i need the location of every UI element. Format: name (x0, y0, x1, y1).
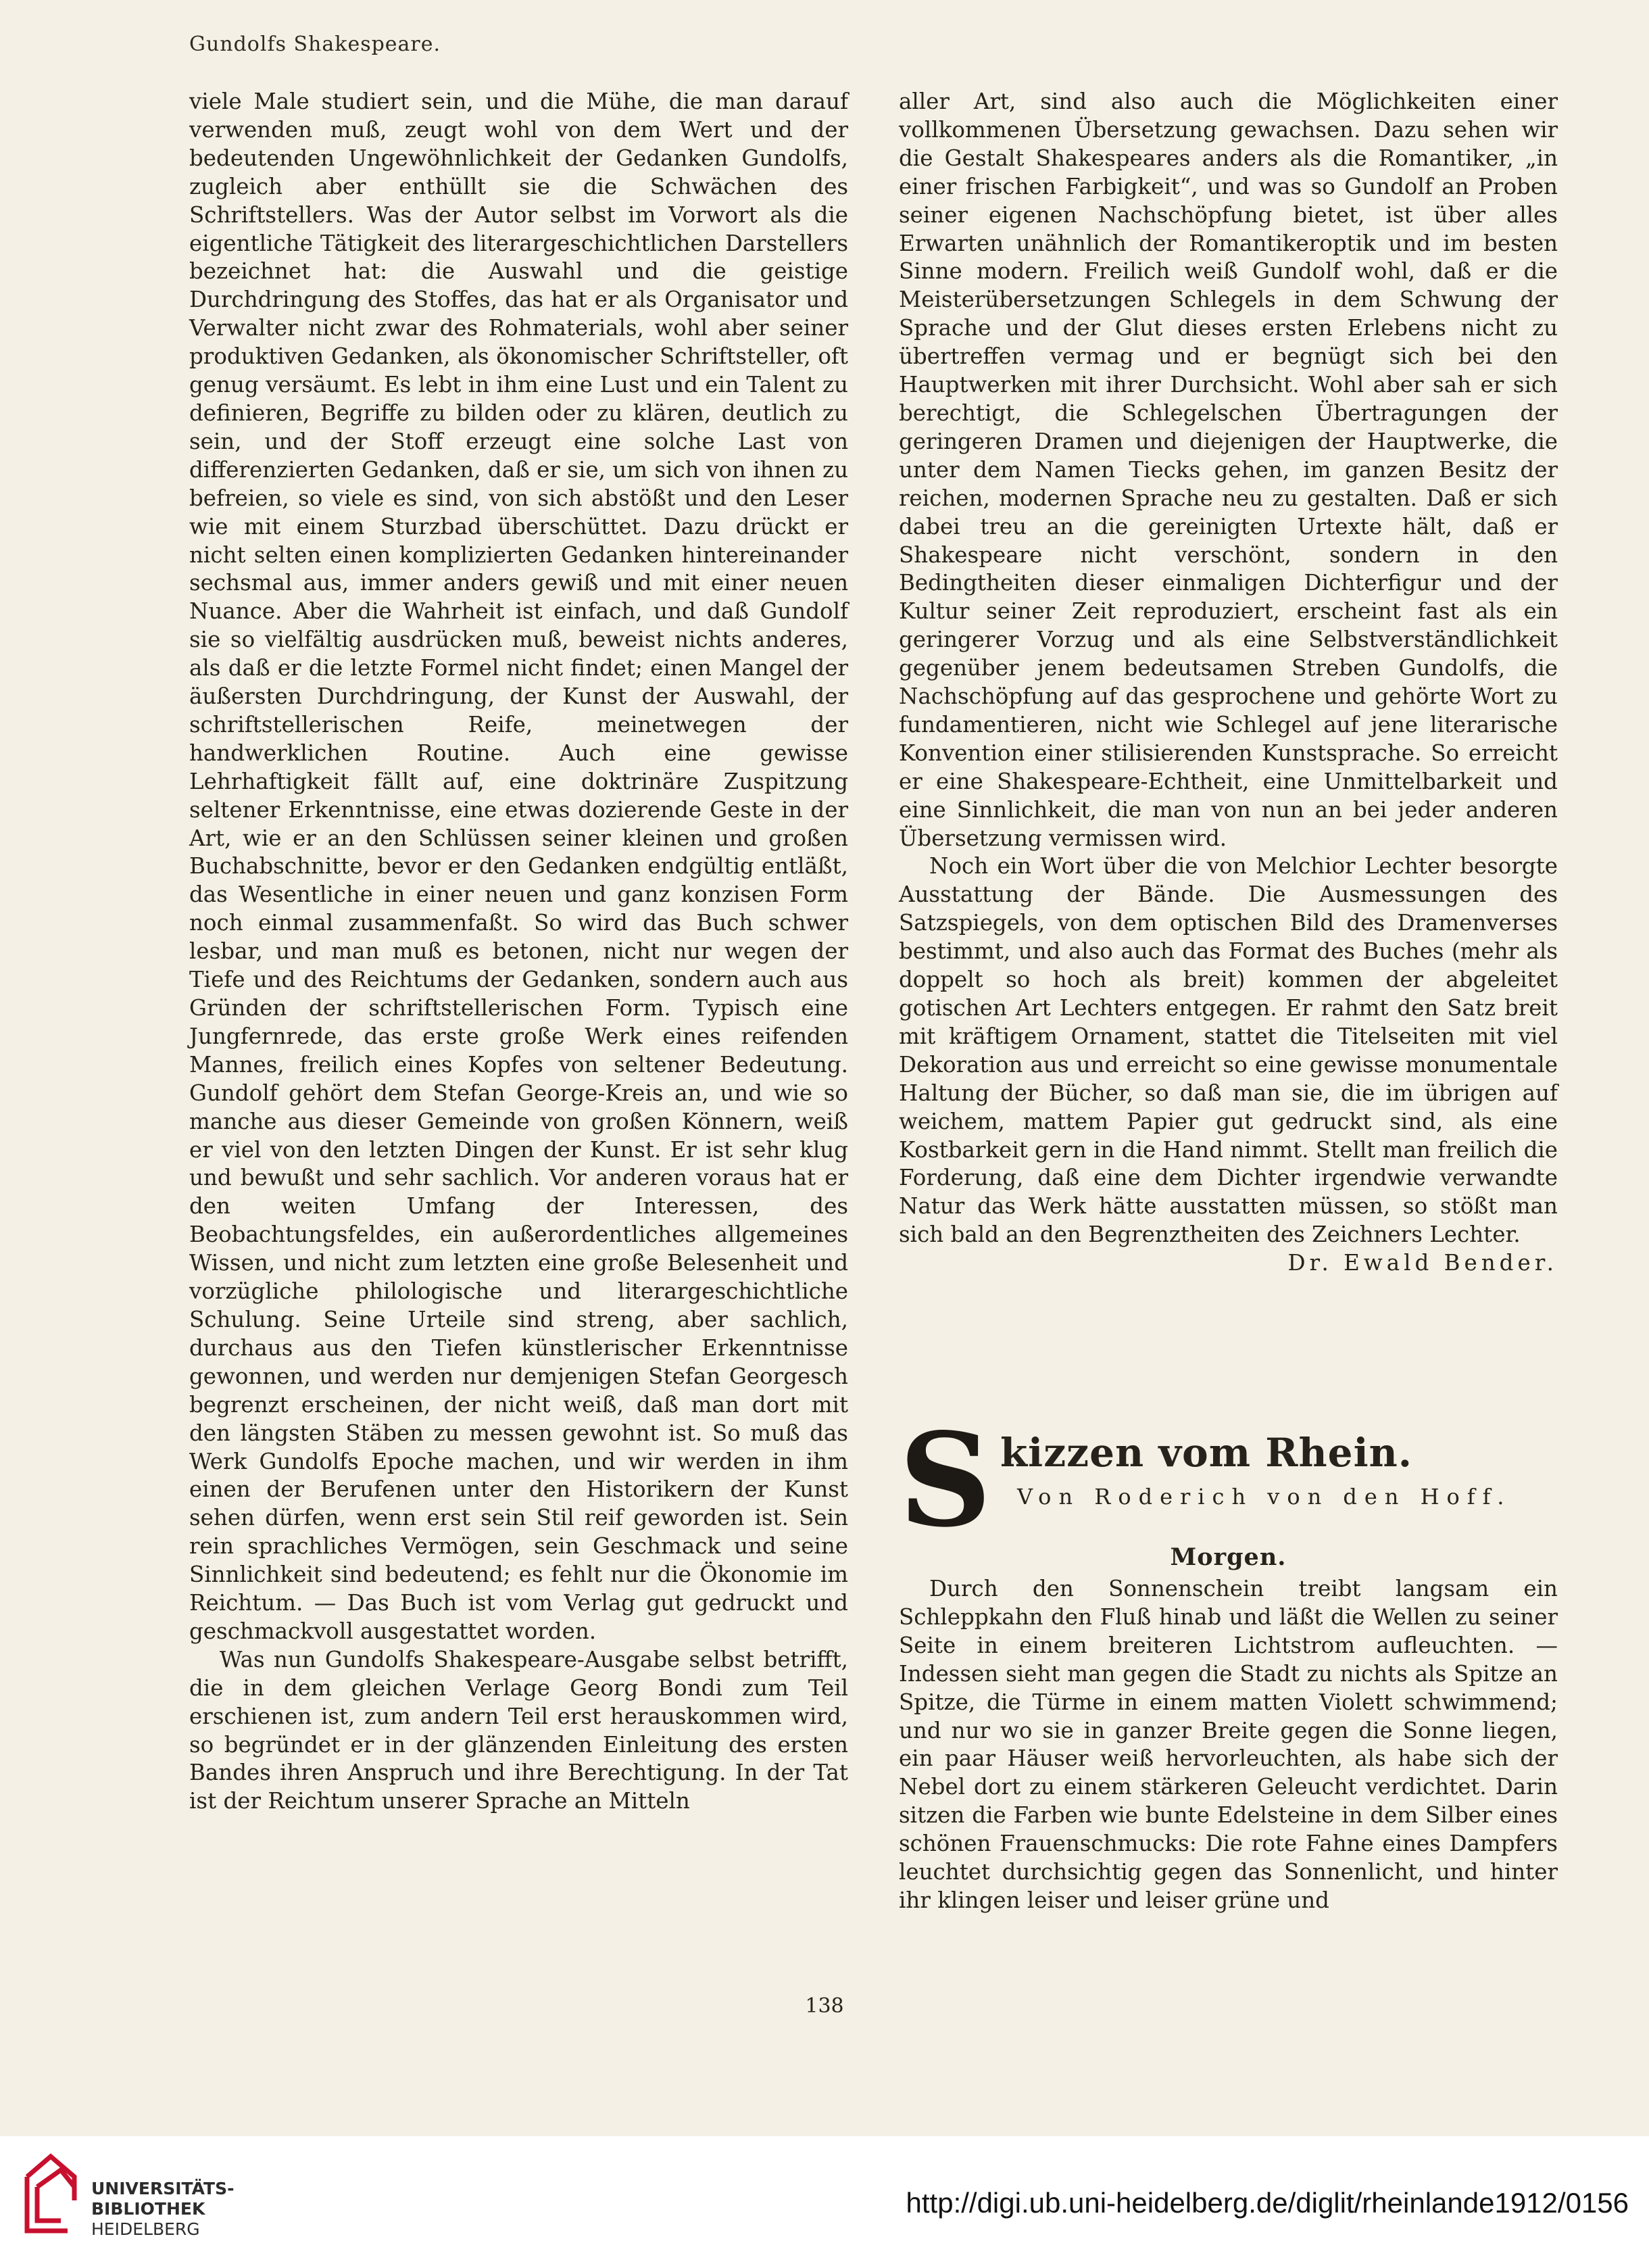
article-author: Von Roderich von den Hoff. (1017, 1484, 1512, 1510)
page-number: 138 (805, 1994, 844, 2018)
logo-line-1: UNIVERSITÄTS- (91, 2179, 235, 2198)
article-heading (899, 1405, 1558, 1555)
source-url-link[interactable]: http://digi.ub.uni-heidelberg.de/diglit/rheinlande1912/0156 (906, 2187, 1629, 2219)
logo-line-2: BIBLIOTHEK (91, 2199, 205, 2219)
article-signature: Dr. Ewald Bender. (1287, 1250, 1558, 1276)
section-title: Morgen. (1170, 1543, 1287, 1571)
library-logo-text (91, 2179, 234, 2240)
left-paragraph-2: Was nun Gundolfs Shakespeare-Ausgabe selbst betrifft, die in dem gleichen Verlage Georg Bondi zum Teil erschienen ist, zum andern Teil erst herauskommen wird, so begründet er in der glänzenden Einleitung des ersten Bandes ihren Anspruch und ihre Berechtigung. In der Tat ist der Reichtum unserer Sprache an Mitteln (189, 1646, 848, 1814)
right-column (899, 88, 1558, 1278)
article-paragraph-1: Durch den Sonnenschein treibt langsam ein Schleppkahn den Fluß hinab und läßt die Wellen zu seiner Seite in einem breiteren Lichtstrom aufleuchten. — Indessen sieht man gegen die Stadt zu nichts als Spitze an Spitze, die Türme in einem matten Violett schwimmend; und nur wo sie in ganzer Breite gegen die Sonne liegen, ein paar Häuser weiß hervorleuchten, als habe sich der Nebel dort zu einem stärkeren Geleucht verdichtet. Darin sitzen die Farben wie bunte Edelsteine in dem Silber eines schönen Frauenschmucks: Die rote Fahne eines Dampfers leuchtet durchsichtig gegen das Sonnenlicht, und hinter ihr klingen leiser und leiser grüne und (899, 1576, 1558, 1913)
left-column (189, 88, 848, 1816)
right-paragraph-2: Noch ein Wort über die von Melchior Lechter besorgte Ausstattung der Bände. Die Ausmessungen des Satzspiegels, von dem optischen Bild des Dramenverses bestimmt, und also auch das Format des Buches (mehr als doppelt so hoch als breit) kommen der abgeleitet gotischen Art Lechters entgegen. Er rahmt den Satz breit mit kräftigem Ornament, stattet die Titelseiten mit viel Dekoration aus und erreicht so eine gewisse monumentale Haltung der Bücher, so daß man sie, die im übrigen auf weichem, mattem Papier gut gedruckt sind, als eine Kostbarkeit gern in die Hand nimmt. Stellt man freilich die Forderung, daß eine dem Dichter irgendwie verwandte Natur das Werk hätte ausstatten müssen, so stößt man sich bald an den Begrenztheiten des Zeichners Lechter. (899, 853, 1558, 1248)
article-body (899, 1575, 1558, 1915)
library-logo-icon (20, 2150, 81, 2238)
logo-line-3: HEIDELBERG (91, 2219, 200, 2239)
article-title: kizzen vom Rhein. (1000, 1430, 1412, 1476)
viewer-footer (0, 2136, 1649, 2268)
dropcap-initial: S (899, 1405, 992, 1555)
right-paragraph-1: aller Art, sind also auch die Möglichkeiten einer vollkommenen Übersetzung gewachsen. Dazu sehen wir die Gestalt Shakespeares anders als die Romantiker, „in einer frischen Farbigkeit“, und was so Gundolf an Proben seiner eigenen Nachschöpfung bietet, ist über alles Erwarten unähnlich der Romantikeroptik und im besten Sinne modern. Freilich weiß Gundolf wohl, daß er die Meisterübersetzungen Schlegels in dem Schwung der Sprache und der Glut dieses ersten Erlebens nicht zu übertreffen vermag und er begnügt sich bei den Hauptwerken mit ihrer Durchsicht. Wohl aber sah er sich berechtigt, die Schlegelschen Übertragungen der geringeren Dramen und diejenigen der Hauptwerke, die unter dem Namen Tiecks gehen, im ganzen Besitz der reichen, modernen Sprache neu zu gestalten. Daß er sich dabei treu an die gereinigten Urtexte hält, daß er Shakespeare nicht verschönt, sondern in den Bedingtheiten dieser einmaligen Dichterfigur und der Kultur seiner Zeit reproduziert, erscheint fast als ein geringerer Vorzug und als eine Selbstverständlichkeit gegenüber jenem bedeutsamen Streben Gundolfs, die Nachschöpfung auf das gesprochene und gehörte Wort zu fundamentieren, nicht wie Schlegel auf jene literarische Konvention einer stilisierenden Kunstsprache. So erreicht er eine Shakespeare-Echtheit, eine Unmittelbarkeit und eine Sinnlichkeit, die man von nun an bei jeder anderen Übersetzung vermissen wird. (899, 89, 1558, 851)
left-paragraph-1: viele Male studiert sein, und die Mühe, die man darauf verwenden muß, zeugt wohl von dem Wert und der bedeutenden Ungewöhnlichkeit der Gedanken Gundolfs, zugleich aber enthüllt sie die Schwächen des Schriftstellers. Was der Autor selbst im Vorwort als die eigentliche Tätigkeit des literargeschichtlichen Darstellers bezeichnet hat: die Auswahl und die geistige Durchdringung des Stoffes, das hat er als Organisator und Verwalter nicht zwar des Rohmaterials, wohl aber seiner produktiven Gedanken, als ökonomischer Schriftsteller, oft genug versäumt. Es lebt in ihm eine Lust und ein Talent zu definieren, Begriffe zu bilden oder zu klären, deutlich zu sein, und der Stoff erzeugt eine solche Last von differenzierten Gedanken, daß er sie, um sich von ihnen zu befreien, so viele es sind, von sich abstößt und den Leser wie mit einem Sturzbad überschüttet. Dazu drückt er nicht selten einen komplizierten Gedanken hintereinander sechsmal aus, immer anders gewiß und mit einer neuen Nuance. Aber die Wahrheit ist einfach, und daß Gundolf sie so vielfältig ausdrücken muß, beweist nichts anderes, als daß er die letzte Formel nicht findet; einen Mangel der äußersten Durchdringung, der Kunst der Auswahl, der schriftstellerischen Reife, meinetwegen der handwerklichen Routine. Auch eine gewisse Lehrhaftigkeit fällt auf, eine doktrinäre Zuspitzung seltener Erkenntnisse, eine etwas dozierende Geste in der Art, wie er an den Schlüssen seiner kleinen und großen Buchabschnitte, bevor er den Gedanken endgültig entläßt, das Wesentliche in einer neuen und ganz konzisen Form noch einmal zusammenfaßt. So wird das Buch schwer lesbar, und man muß es betonen, nicht nur wegen der Tiefe und des Reichtums der Gedanken, sondern auch aus Gründen der schriftstellerischen Form. Typisch eine Jungfernrede, das erste große Werk eines reifenden Mannes, freilich eines Kopfes von seltener Bedeutung. Gundolf gehört dem Stefan George-Kreis an, und wie so manche aus dieser Gemeinde von großen Könnern, weiß er viel von den letzten Dingen der Kunst. Er ist sehr klug und bewußt und sehr sachlich. Vor anderen voraus hat er den weiten Umfang der Interessen, des Beobachtungsfeldes, ein außerordentliches allgemeines Wissen, und nicht zum letzten eine große Belesenheit und vorzügliche philologische und literargeschichtliche Schulung. Seine Urteile sind streng, aber sachlich, durchaus aus den Tiefen künstlerischer Erkenntnisse gewonnen, und werden nur demjenigen Stefan Georgesch begrenzt erscheinen, der nicht weiß, daß man dort mit den längsten Stäben zu messen gewohnt ist. So muß das Werk Gundolfs Epoche machen, und wir werden in ihm einen der Berufenen unter den Historikern der Kunst sehen dürfen, wenn erst sein Stil reif geworden ist. Sein rein sprachliches Vermögen, sein Geschmack und seine Sinnlichkeit sind bedeutend; es fehlt nur die Ökonomie im Reichtum. — Das Buch ist vom Verlag gut gedruckt und geschmackvoll ausgestattet worden. (189, 89, 848, 1644)
running-head: Gundolfs Shakespeare. (189, 32, 441, 56)
signature-line (899, 1249, 1558, 1278)
